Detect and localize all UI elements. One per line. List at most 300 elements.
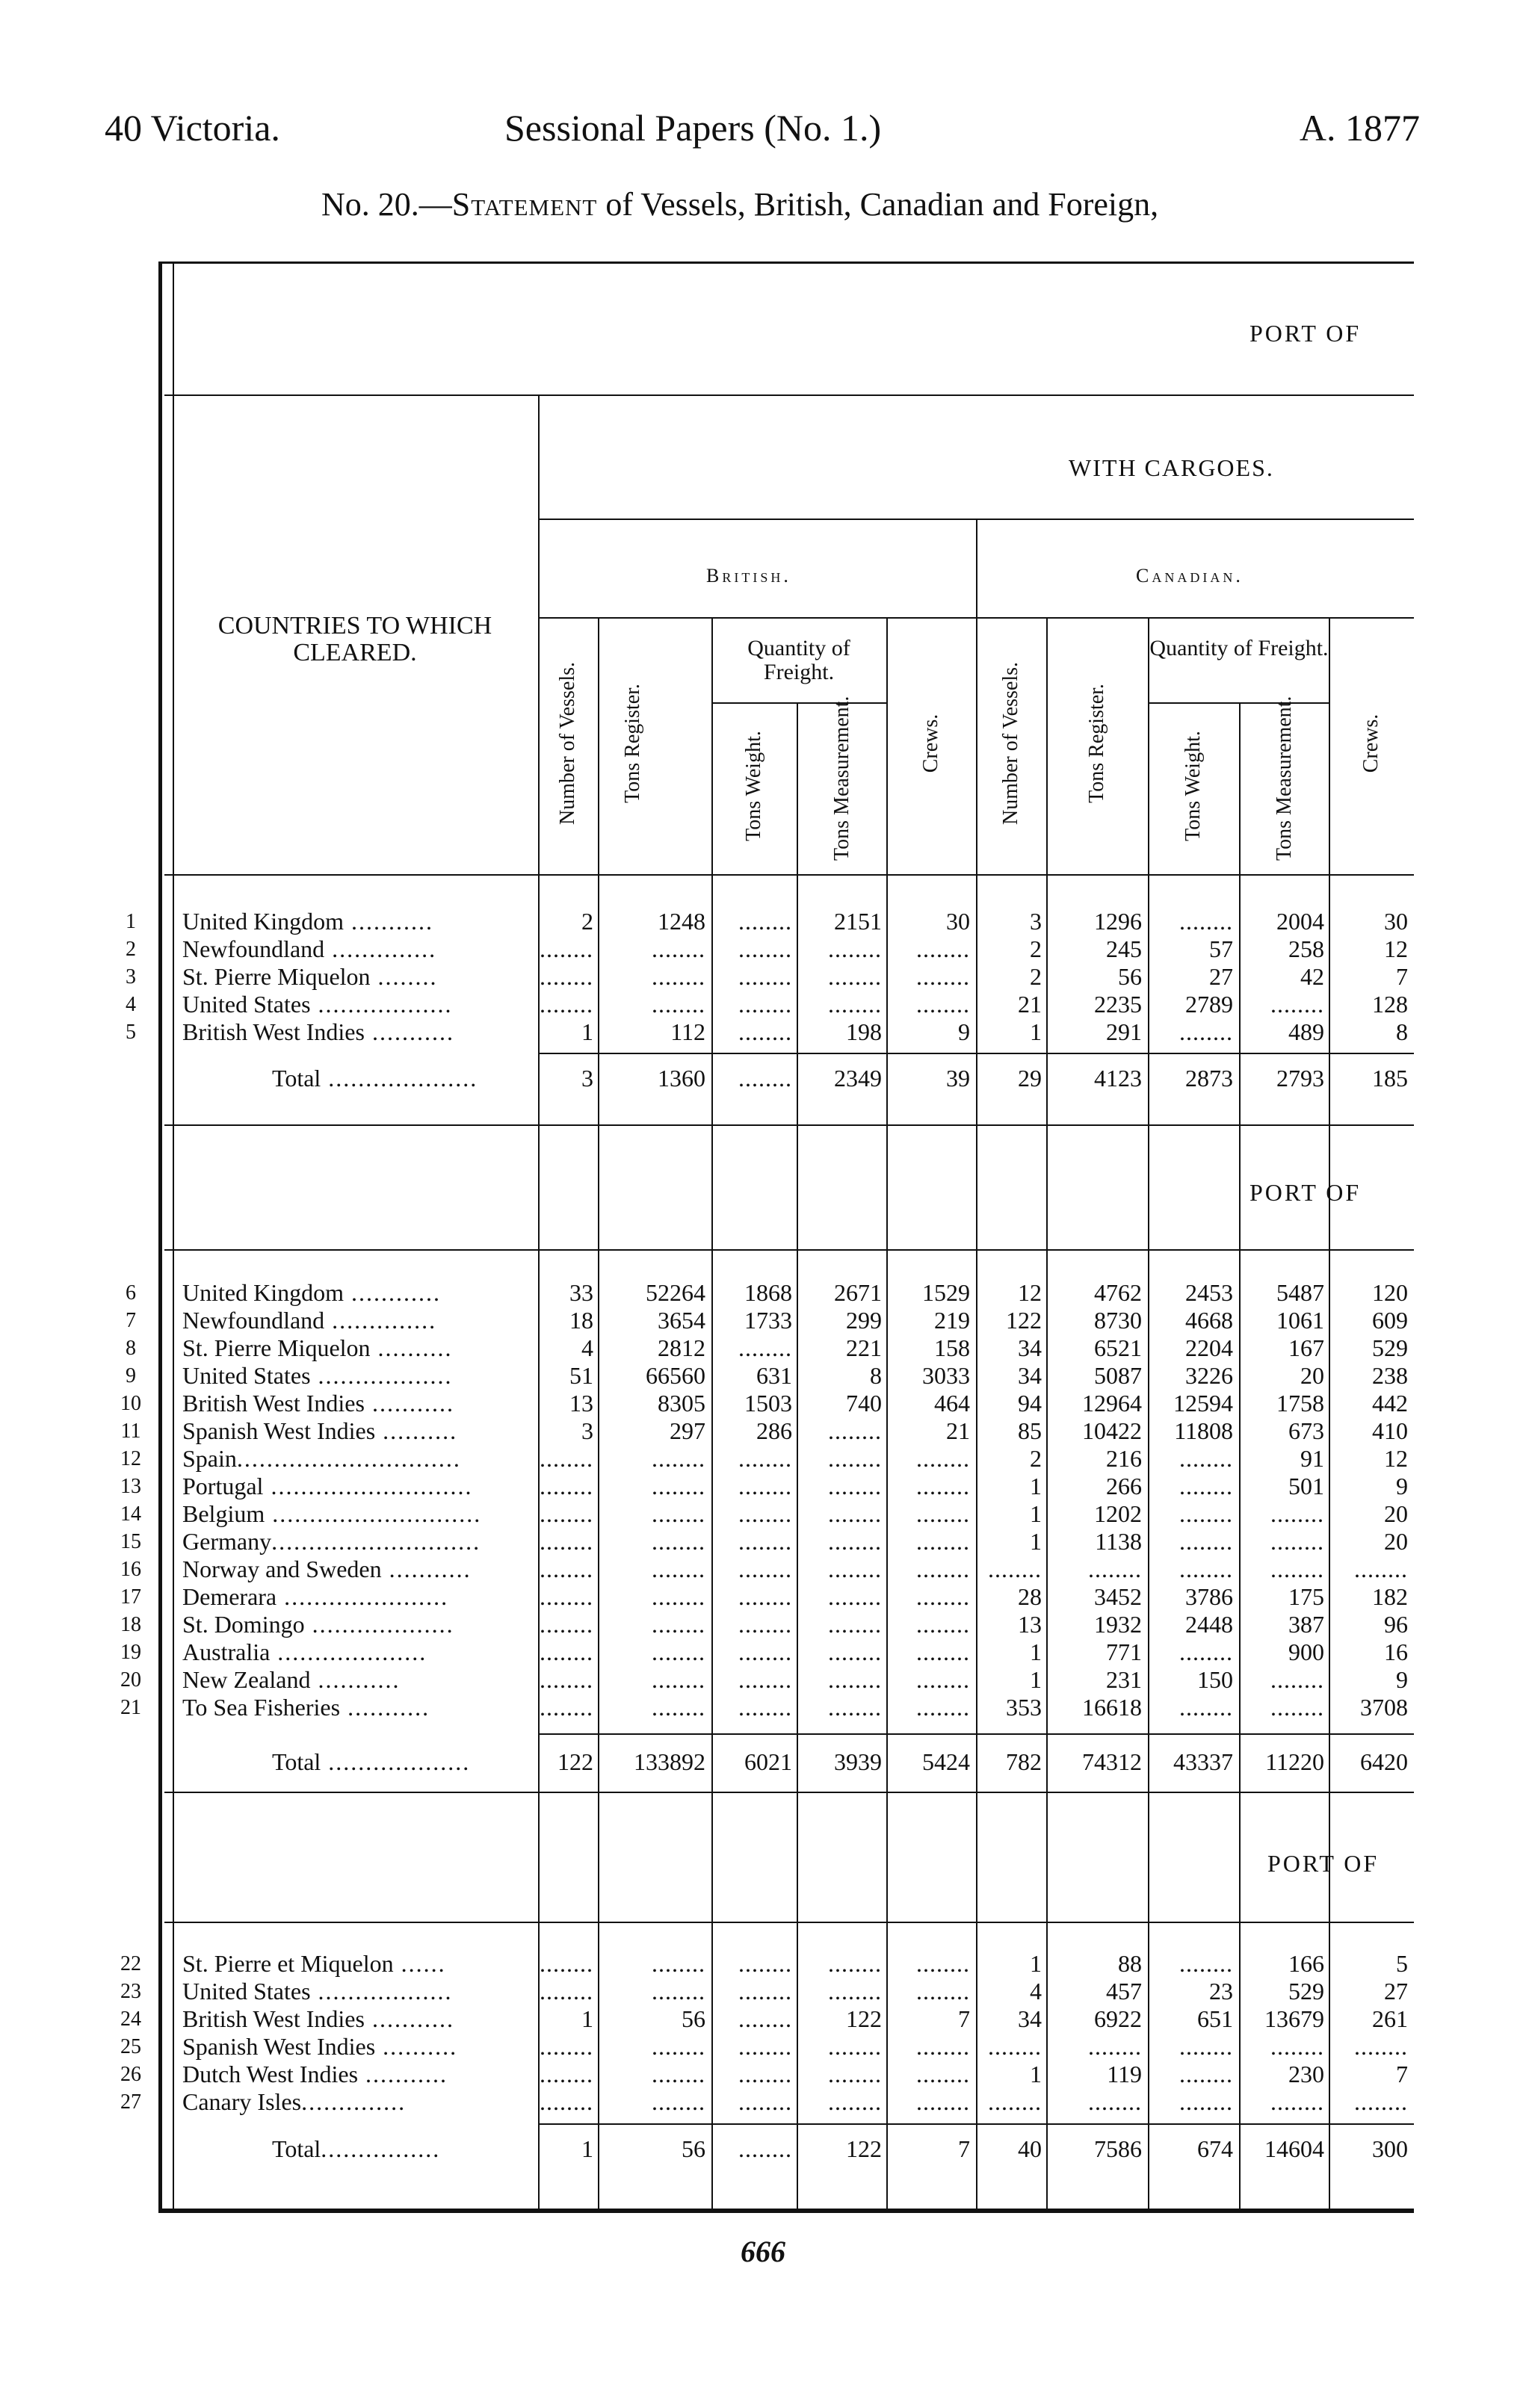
table-cell: ........ (738, 2033, 792, 2060)
table-cell: 4123 (1094, 1065, 1142, 1092)
table-row (0, 1556, 1526, 1583)
table-cell: 1 (1030, 2061, 1042, 2087)
table-cell: 2 (1030, 1445, 1042, 1472)
table-cell: 34 (1018, 1362, 1042, 1389)
british-vessels-header: Number of Vessels. (556, 661, 580, 826)
table-cell: 258 (1288, 935, 1324, 962)
table-cell: 133892 (634, 1748, 705, 1775)
table-cell: 529 (1372, 1334, 1408, 1361)
table-cell: 56 (682, 2005, 705, 2032)
country-name: United States .................. (182, 1362, 453, 1389)
table-cell: ........ (916, 1445, 970, 1472)
table-cell: ........ (652, 1694, 705, 1721)
total-row (0, 1065, 1526, 1092)
table-cell: 40 (1018, 2135, 1042, 2162)
table-cell: ........ (738, 1473, 792, 1499)
table-row (0, 935, 1526, 963)
table-cell: ........ (652, 1583, 705, 1610)
table-cell: ........ (828, 1694, 882, 1721)
table-cell: 3708 (1360, 1694, 1408, 1721)
table-cell: ........ (1179, 908, 1233, 935)
table-cell: 2448 (1185, 1611, 1233, 1638)
column-rule (538, 876, 540, 2209)
table-cell: 673 (1288, 1417, 1324, 1444)
table-cell: 5 (1396, 1950, 1408, 1977)
country-name: Belgium ............................ (182, 1500, 482, 1527)
table-cell: ........ (652, 1500, 705, 1527)
table-row (0, 1473, 1526, 1500)
table-cell: 8730 (1094, 1307, 1142, 1334)
table-cell: 6521 (1094, 1334, 1142, 1361)
table-cell: ........ (916, 1950, 970, 1977)
table-cell: ........ (828, 1556, 882, 1582)
table-cell: ........ (916, 1611, 970, 1638)
line-number: 22 (120, 1952, 141, 1975)
countries-header: COUNTRIES TO WHICH CLEARED. (217, 612, 492, 666)
table-cell: 4762 (1094, 1279, 1142, 1306)
table-cell: ........ (652, 2088, 705, 2115)
table-cell: ........ (540, 2033, 593, 2060)
line-number: 10 (120, 1392, 141, 1415)
british-freight-header: Quantity of Freight. (747, 636, 850, 684)
table-cell: 1061 (1276, 1307, 1324, 1334)
country-name: New Zealand ........... (182, 1666, 401, 1693)
table-cell: 2793 (1276, 1065, 1324, 1092)
table-cell: 3226 (1185, 1362, 1233, 1389)
table-cell: ........ (828, 1473, 882, 1499)
table-cell: 166 (1288, 1950, 1324, 1977)
table-cell: 51 (569, 1362, 593, 1389)
table-cell: 20 (1384, 1500, 1408, 1527)
table-cell: 11220 (1265, 1748, 1324, 1775)
table-cell: ........ (988, 2033, 1042, 2060)
table-cell: ........ (1179, 2033, 1233, 2060)
table-cell: ........ (916, 1528, 970, 1555)
table-row (0, 1978, 1526, 2005)
table-cell: 1503 (744, 1390, 792, 1417)
table-cell: ........ (828, 1950, 882, 1977)
line-number: 15 (120, 1530, 141, 1553)
country-name: United Kingdom ............ (182, 1279, 441, 1306)
table-cell: 12 (1384, 1445, 1408, 1472)
table-cell: ........ (652, 935, 705, 962)
canadian-crews-header: Crews. (1359, 714, 1383, 773)
table-cell: 230 (1288, 2061, 1324, 2087)
table-cell: 1868 (744, 1279, 792, 1306)
table-cell: 85 (1018, 1417, 1042, 1444)
country-name: Portugal ........................... (182, 1473, 473, 1499)
table-cell: ........ (652, 963, 705, 990)
table-cell: 185 (1372, 1065, 1408, 1092)
table-cell: 3 (1030, 908, 1042, 935)
country-name: Newfoundland .............. (182, 1307, 437, 1334)
table-cell: 30 (1384, 908, 1408, 935)
table-cell: 23 (1209, 1978, 1233, 2005)
table-cell: ........ (540, 935, 593, 962)
table-cell: 122 (1006, 1307, 1042, 1334)
table-cell: 175 (1288, 1583, 1324, 1610)
column-rule (1239, 876, 1241, 2209)
table-cell: ........ (828, 1417, 882, 1444)
table-cell: 5487 (1276, 1279, 1324, 1306)
table-cell: 1 (1030, 1950, 1042, 1977)
table-cell: 12594 (1173, 1390, 1233, 1417)
table-cell: ........ (1179, 2061, 1233, 2087)
table-cell: 1758 (1276, 1390, 1324, 1417)
section-divider-2b (164, 1922, 1414, 1923)
table-cell: 3 (581, 1065, 593, 1092)
table-cell: 74312 (1082, 1748, 1142, 1775)
table-row (0, 1445, 1526, 1473)
table-cell: 1 (581, 2135, 593, 2162)
table-cell: 7 (1396, 963, 1408, 990)
table-cell: ........ (1354, 2033, 1408, 2060)
table-cell: ........ (828, 2061, 882, 2087)
table-cell: ........ (828, 1500, 882, 1527)
table-cell: ........ (540, 1445, 593, 1472)
table-cell: 291 (1106, 1018, 1142, 1045)
line-number: 19 (120, 1641, 141, 1664)
line-number: 20 (120, 1668, 141, 1692)
table-cell: ........ (916, 1583, 970, 1610)
port-label-3: PORT OF (1267, 1850, 1380, 1877)
country-name: United Kingdom ........... (182, 908, 433, 935)
country-name: United States .................. (182, 1978, 453, 2005)
table-cell: 651 (1197, 2005, 1233, 2032)
table-cell: ........ (828, 1528, 882, 1555)
country-name: St. Domingo ................... (182, 1611, 454, 1638)
country-name: Spanish West Indies .......... (182, 2033, 458, 2060)
table-cell: 122 (846, 2005, 882, 2032)
line-number: 4 (126, 993, 136, 1016)
table-cell: ........ (540, 2061, 593, 2087)
port-label-2: PORT OF (1249, 1179, 1362, 1206)
line-number: 27 (120, 2090, 141, 2114)
table-cell: ........ (738, 1500, 792, 1527)
table-cell: 3939 (834, 1748, 882, 1775)
line-number: 17 (120, 1585, 141, 1609)
table-cell: ........ (1179, 1556, 1233, 1582)
table-row (0, 991, 1526, 1018)
line-number: 14 (120, 1502, 141, 1526)
line-number: 26 (120, 2063, 141, 2086)
table-cell: 457 (1106, 1978, 1142, 2005)
table-row (0, 1611, 1526, 1638)
table-cell: 1 (1030, 1666, 1042, 1693)
table-cell: 13 (569, 1390, 593, 1417)
table-cell: ........ (540, 1978, 593, 2005)
total-label: Total................ (272, 2135, 441, 2162)
table-cell: 9 (1396, 1473, 1408, 1499)
table-cell: ........ (652, 991, 705, 1018)
table-cell: 609 (1372, 1307, 1408, 1334)
table-cell: ........ (1179, 1638, 1233, 1665)
section-divider-2 (164, 1792, 1414, 1793)
table-row (0, 1334, 1526, 1362)
table-cell: 387 (1288, 1611, 1324, 1638)
table-cell: 245 (1106, 935, 1142, 962)
table-cell: 529 (1288, 1978, 1324, 2005)
table-cell: ........ (1270, 1556, 1324, 1582)
table-cell: 2235 (1094, 991, 1142, 1018)
table-cell: ........ (1179, 1473, 1233, 1499)
table-cell: ........ (1270, 1528, 1324, 1555)
table-cell: ........ (738, 1445, 792, 1472)
table-cell: 300 (1372, 2135, 1408, 2162)
table-cell: 88 (1118, 1950, 1142, 1977)
table-cell: 9 (958, 1018, 970, 1045)
table-cell: 10422 (1082, 1417, 1142, 1444)
table-cell: ........ (916, 2033, 970, 2060)
table-row (0, 1500, 1526, 1528)
table-cell: ........ (1270, 2088, 1324, 2115)
table-cell: 1 (1030, 1638, 1042, 1665)
table-cell: ........ (916, 2088, 970, 2115)
table-cell: 4 (1030, 1978, 1042, 2005)
table-cell: 7 (958, 2135, 970, 2162)
table-cell: 8 (1396, 1018, 1408, 1045)
table-row (0, 1950, 1526, 1978)
table-cell: 286 (756, 1417, 792, 1444)
table-cell: ........ (738, 991, 792, 1018)
table-cell: 66560 (646, 1362, 705, 1389)
table-cell: ........ (738, 1528, 792, 1555)
table-cell: ........ (652, 2033, 705, 2060)
statement-rest: of Vessels, British, Canadian and Foreign, (605, 186, 1159, 223)
table-cell: 43337 (1173, 1748, 1233, 1775)
table-cell: 900 (1288, 1638, 1324, 1665)
british-tons-weight-header: Tons Weight. (742, 731, 765, 841)
country-name: Dutch West Indies ........... (182, 2061, 448, 2087)
table-row (0, 963, 1526, 991)
table-cell: 1 (1030, 1473, 1042, 1499)
table-cell: 27 (1209, 963, 1233, 990)
line-number: 1 (126, 910, 136, 933)
table-cell: ........ (988, 1556, 1042, 1582)
table-cell: 16618 (1082, 1694, 1142, 1721)
country-name: St. Pierre Miquelon .......... (182, 1334, 453, 1361)
table-cell: 2453 (1185, 1279, 1233, 1306)
table-cell: ........ (540, 1473, 593, 1499)
line-number: 9 (126, 1364, 136, 1387)
british-label: British. (706, 565, 791, 586)
table-cell: 7586 (1094, 2135, 1142, 2162)
table-cell: 2 (1030, 935, 1042, 962)
table-cell: 20 (1384, 1528, 1408, 1555)
table-cell: ........ (540, 963, 593, 990)
table-cell: ........ (1270, 991, 1324, 1018)
table-cell: 39 (946, 1065, 970, 1092)
table-frame (158, 261, 1418, 2213)
canadian-vessels-header: Number of Vessels. (999, 661, 1023, 826)
table-cell: ........ (916, 1500, 970, 1527)
country-name: Spanish West Indies .......... (182, 1417, 458, 1444)
table-cell: ........ (540, 1611, 593, 1638)
table-cell: ........ (738, 1065, 792, 1092)
table-cell: 1360 (658, 1065, 705, 1092)
table-cell: 182 (1372, 1583, 1408, 1610)
table-cell: 266 (1106, 1473, 1142, 1499)
table-cell: ........ (738, 1694, 792, 1721)
table-cell: 8305 (658, 1390, 705, 1417)
table-cell: ........ (828, 1666, 882, 1693)
statement-number: No. 20.— (321, 186, 452, 223)
running-head-right: A. 1877 (1299, 107, 1420, 149)
country-name: Demerara ...................... (182, 1583, 449, 1610)
statement-title (321, 185, 1158, 223)
table-row (0, 2088, 1526, 2116)
table-cell: ........ (652, 1666, 705, 1693)
table-cell: 2 (581, 908, 593, 935)
table-cell: ........ (828, 1638, 882, 1665)
canadian-freight-header: Quantity of Freight. (1149, 636, 1329, 660)
table-cell: ........ (828, 1978, 882, 2005)
table-cell: 216 (1106, 1445, 1142, 1472)
table-cell: 94 (1018, 1390, 1042, 1417)
table-cell: 11808 (1174, 1417, 1233, 1444)
line-number: 7 (126, 1309, 136, 1332)
table-cell: 29 (1018, 1065, 1042, 1092)
table-cell: ........ (1088, 1556, 1142, 1582)
table-cell: 1248 (658, 908, 705, 935)
table-cell: 631 (756, 1362, 792, 1389)
table-cell: 231 (1106, 1666, 1142, 1693)
table-row (0, 1279, 1526, 1307)
line-number: 23 (120, 1980, 141, 2003)
table-cell: ........ (738, 2088, 792, 2115)
table-cell: ........ (916, 1556, 970, 1582)
table-cell: ........ (738, 1334, 792, 1361)
column-rule (797, 876, 798, 2209)
table-cell: 1932 (1094, 1611, 1142, 1638)
line-number: 12 (120, 1447, 141, 1470)
column-rule (886, 876, 888, 2209)
table-cell: 2151 (834, 908, 882, 935)
canadian-label: Canadian. (1136, 565, 1244, 586)
table-cell: ........ (916, 1666, 970, 1693)
column-rule (1329, 876, 1330, 2209)
table-cell: ........ (828, 2088, 882, 2115)
table-cell: 674 (1197, 2135, 1233, 2162)
table-cell: 158 (934, 1334, 970, 1361)
table-row (0, 908, 1526, 935)
table-cell: 771 (1106, 1638, 1142, 1665)
with-cargoes-label: WITH CARGOES. (1069, 454, 1274, 481)
table-cell: 3033 (922, 1362, 970, 1389)
table-cell: 4668 (1185, 1307, 1233, 1334)
country-name: St. Pierre Miquelon ........ (182, 963, 438, 990)
table-cell: ........ (738, 1611, 792, 1638)
table-cell: ........ (540, 1638, 593, 1665)
table-cell: ........ (540, 1694, 593, 1721)
table-cell: 3452 (1094, 1583, 1142, 1610)
table-cell: ........ (738, 1978, 792, 2005)
table-cell: 52264 (646, 1279, 705, 1306)
table-cell: 2 (1030, 963, 1042, 990)
table-cell: ........ (1270, 1500, 1324, 1527)
table-cell: 7 (958, 2005, 970, 2032)
canadian-tons-measurement-header: Tons Measurement. (1273, 696, 1296, 861)
table-cell: ........ (738, 1666, 792, 1693)
table-cell: 1 (1030, 1528, 1042, 1555)
table-cell: 5087 (1094, 1362, 1142, 1389)
table-cell: 489 (1288, 1018, 1324, 1045)
table-cell: ........ (916, 991, 970, 1018)
table-cell: ........ (738, 2061, 792, 2087)
table-cell: ........ (540, 1528, 593, 1555)
table-cell: ........ (540, 1950, 593, 1977)
table-cell: ........ (1354, 2088, 1408, 2115)
country-name: Canary Isles.............. (182, 2088, 407, 2115)
table-cell: 4 (581, 1334, 593, 1361)
country-name: Norway and Sweden ........... (182, 1556, 472, 1582)
table-row (0, 1528, 1526, 1556)
table-cell: 6922 (1094, 2005, 1142, 2032)
british-tons-register-header: Tons Register. (621, 684, 644, 803)
table-cell: ........ (652, 1978, 705, 2005)
line-number: 13 (120, 1475, 141, 1498)
table-cell: ........ (1088, 2033, 1142, 2060)
column-rule (598, 876, 599, 2209)
header-rule (713, 702, 886, 704)
country-name: United States .................. (182, 991, 453, 1018)
table-cell: ........ (916, 1978, 970, 2005)
table-row (0, 1390, 1526, 1417)
table-cell: ........ (540, 2088, 593, 2115)
total-label: Total .................... (272, 1065, 478, 1092)
table-cell: 12 (1384, 935, 1408, 962)
table-cell: ........ (738, 2005, 792, 2032)
table-cell: ........ (916, 1694, 970, 1721)
header-rule-3 (538, 617, 1414, 619)
line-number: 2 (126, 938, 136, 961)
canadian-tons-register-header: Tons Register. (1085, 684, 1108, 803)
statement-word: Statement (451, 186, 598, 223)
table-cell: 128 (1372, 991, 1408, 1018)
table-cell: 3654 (658, 1307, 705, 1334)
table-cell: 3 (581, 1417, 593, 1444)
table-cell: 27 (1384, 1978, 1408, 2005)
table-cell: 119 (1107, 2061, 1142, 2087)
line-number: 5 (126, 1021, 136, 1044)
section-divider-1 (164, 1124, 1414, 1126)
line-number: 11 (120, 1420, 141, 1443)
table-cell: ........ (1179, 2088, 1233, 2115)
country-name: British West Indies ........... (182, 2005, 454, 2032)
table-cell: ........ (1179, 1445, 1233, 1472)
line-number: 18 (120, 1613, 141, 1636)
table-cell: ........ (916, 935, 970, 962)
table-cell: 34 (1018, 1334, 1042, 1361)
table-cell: 261 (1372, 2005, 1408, 2032)
table-cell: ........ (1179, 1950, 1233, 1977)
header-bottom-rule (164, 874, 1414, 876)
table-cell: 1202 (1094, 1500, 1142, 1527)
table-cell: 1138 (1095, 1528, 1142, 1555)
table-cell: 20 (1300, 1362, 1324, 1389)
table-cell: 501 (1288, 1473, 1324, 1499)
table-cell: 2812 (658, 1334, 705, 1361)
table-cell: ........ (738, 963, 792, 990)
table-cell: 42 (1300, 963, 1324, 990)
table-cell: ........ (738, 1556, 792, 1582)
table-cell: 410 (1372, 1417, 1408, 1444)
table-cell: 219 (934, 1307, 970, 1334)
table-cell: 442 (1372, 1390, 1408, 1417)
table-cell: 150 (1197, 1666, 1233, 1693)
table-cell: ........ (828, 1583, 882, 1610)
table-cell: 122 (557, 1748, 593, 1775)
